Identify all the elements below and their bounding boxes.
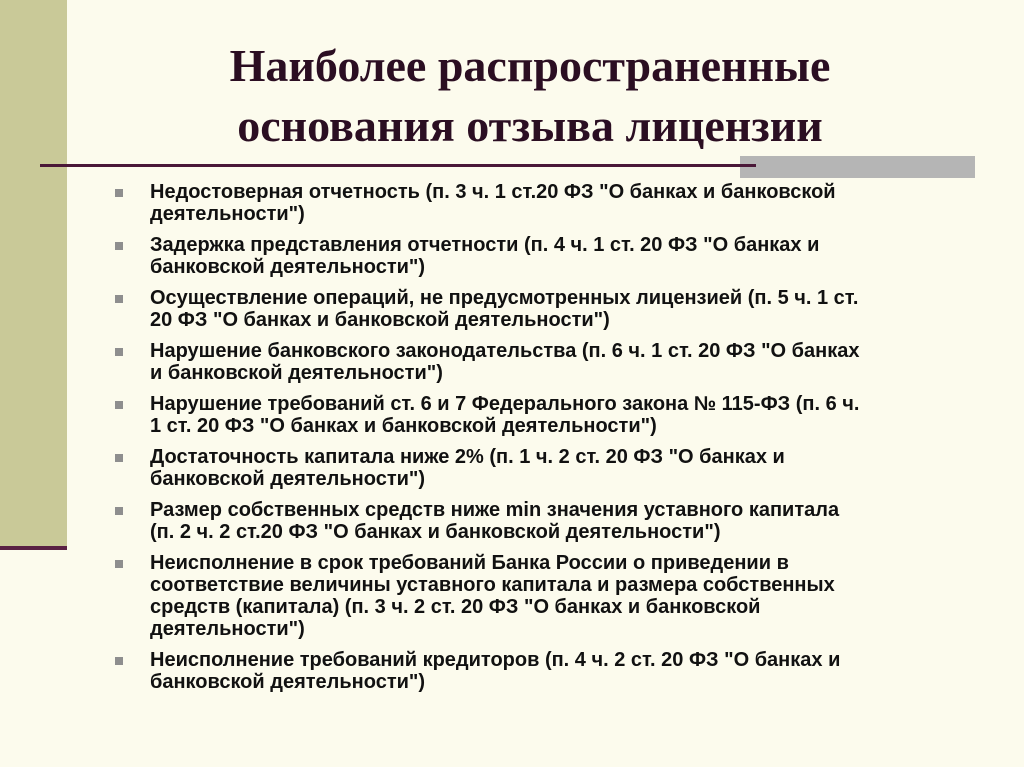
title-line-2: основания отзыва лицензии <box>237 100 823 151</box>
bullet-square-icon <box>115 189 123 197</box>
bullet-square-icon <box>115 242 123 250</box>
bullet-square-icon <box>115 454 123 462</box>
list-item: Достаточность капитала ниже 2% (п. 1 ч. 2 ст. 20 ФЗ "О банках и банковской деятельности") <box>114 446 974 490</box>
bullet-square-icon <box>115 348 123 356</box>
title-line-1: Наиболее распространенные <box>229 40 831 91</box>
title-underline-rule <box>40 164 756 167</box>
list-item: Неисполнение в срок требований Банка России о приведении в соответствие величины уставного капитала и размера собственных средств (капитала) (п. 3 ч. 2 ст. 20 ФЗ "О банках и банковской деятельности") <box>114 552 974 640</box>
bullet-square-icon <box>115 507 123 515</box>
list-item: Нарушение банковского законодательства (п. 6 ч. 1 ст. 20 ФЗ "О банках и банковской деятельности") <box>114 340 974 384</box>
left-band-rule <box>0 546 67 550</box>
left-decorative-band <box>0 0 67 548</box>
bullet-square-icon <box>115 401 123 409</box>
bullet-square-icon <box>115 657 123 665</box>
title-accent-bar <box>740 156 975 178</box>
list-item: Задержка представления отчетности (п. 4 ч. 1 ст. 20 ФЗ "О банках и банковской деятельности") <box>114 234 974 278</box>
list-item: Неисполнение требований кредиторов (п. 4 ч. 2 ст. 20 ФЗ "О банках и банковской деятельности") <box>114 649 974 693</box>
slide-title <box>90 36 970 156</box>
list-item: Размер собственных средств ниже min значения уставного капитала (п. 2 ч. 2 ст.20 ФЗ "О банках и банковской деятельности") <box>114 499 974 543</box>
list-item: Осуществление операций, не предусмотренных лицензией (п. 5 ч. 1 ст. 20 ФЗ "О банках и банковской деятельности") <box>114 287 974 331</box>
list-item: Нарушение требований ст. 6 и 7 Федерального закона № 115-ФЗ (п. 6 ч. 1 ст. 20 ФЗ "О банках и банковской деятельности") <box>114 393 974 437</box>
bullet-square-icon <box>115 295 123 303</box>
grounds-list <box>114 181 974 702</box>
list-item: Недостоверная отчетность (п. 3 ч. 1 ст.20 ФЗ "О банках и банковской деятельности") <box>114 181 974 225</box>
bullet-square-icon <box>115 560 123 568</box>
